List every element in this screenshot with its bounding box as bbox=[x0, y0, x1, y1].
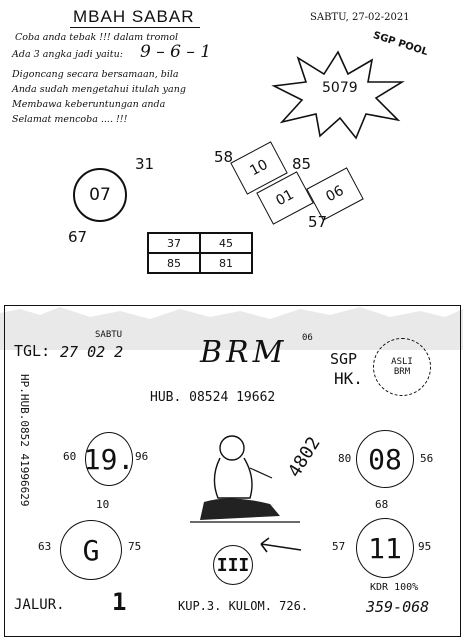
grid-cell: 45 bbox=[200, 233, 252, 253]
stamp-text-top: ASLI bbox=[391, 357, 413, 367]
grid-cell: 37 bbox=[148, 233, 200, 253]
grid-cell: 85 bbox=[148, 253, 200, 273]
ring-top-right-left: 80 bbox=[338, 452, 352, 465]
box-3-text: 06 bbox=[323, 182, 347, 206]
ring-bottom-left-right: 75 bbox=[128, 540, 142, 553]
circle-top-number: 31 bbox=[135, 155, 155, 173]
mbah-figure-illustration bbox=[180, 428, 310, 528]
ring-top-left-left: 60 bbox=[63, 450, 77, 463]
grid-cell: 81 bbox=[200, 253, 252, 273]
intro-line-5: Membawa keberuntungan anda bbox=[12, 99, 166, 110]
tgl-label: TGL: bbox=[14, 342, 51, 360]
circle-number-text: 07 bbox=[89, 185, 111, 205]
title-underline bbox=[70, 27, 200, 28]
ring-top-left-number: 19. bbox=[83, 442, 135, 476]
ring-bottom-left-number: G bbox=[82, 533, 100, 567]
jalur-label: JALUR. bbox=[14, 597, 65, 613]
shio-circle bbox=[213, 545, 253, 585]
hub-number: HUB. 08524 19662 bbox=[150, 390, 276, 405]
kup-kulom: KUP.3. KULOM. 726. bbox=[178, 599, 309, 613]
box-1-right-label: 85 bbox=[292, 155, 312, 173]
brm-logo-superscript: 06 bbox=[302, 333, 313, 343]
kdr-label: KDR 100% bbox=[370, 582, 419, 593]
ring-top-right-right: 56 bbox=[420, 452, 434, 465]
intro-line-1: Coba anda tebak !!! dalam tromol bbox=[15, 32, 179, 43]
brm-market: SGP bbox=[330, 350, 358, 368]
scribble-number: 4802 bbox=[284, 433, 325, 482]
three-digits: 9 – 6 – 1 bbox=[140, 42, 212, 62]
intro-line-4: Anda sudah mengetahui itulah yang bbox=[12, 84, 186, 95]
ring-top-left bbox=[85, 432, 133, 486]
circle-bottom-number: 67 bbox=[68, 228, 88, 246]
box-top-label: 58 bbox=[214, 148, 234, 166]
ring-bottom-left bbox=[60, 520, 122, 580]
intro-line-2: Ada 3 angka jadi yaitu: bbox=[12, 49, 123, 60]
authentic-stamp bbox=[373, 338, 431, 396]
shio-text: III bbox=[216, 554, 250, 576]
ring-bottom-left-top: 10 bbox=[96, 498, 110, 511]
box-bottom-label: 57 bbox=[308, 213, 328, 231]
ring-bottom-right bbox=[356, 518, 414, 578]
circle-number bbox=[73, 168, 127, 222]
ring-bottom-right-left: 57 bbox=[332, 540, 346, 553]
code-number: 359-068 bbox=[366, 598, 430, 616]
starburst-number: 5079 bbox=[322, 80, 358, 96]
ring-top-right bbox=[356, 430, 414, 488]
intro-line-6: Selamat mencoba .... !!! bbox=[12, 114, 128, 125]
ring-top-right-bottom: 68 bbox=[375, 498, 389, 511]
arrow-icon bbox=[255, 536, 305, 556]
box-2-text: 01 bbox=[273, 186, 297, 210]
ring-top-left-right: 96 bbox=[135, 450, 149, 463]
number-grid bbox=[147, 232, 253, 274]
ring-bottom-right-number: 11 bbox=[368, 531, 402, 565]
ring-bottom-right-right: 95 bbox=[418, 540, 432, 553]
brm-logo: BRM bbox=[200, 335, 288, 370]
page-title: MBAH SABAR bbox=[73, 7, 195, 26]
jalur-value: 1 bbox=[112, 588, 127, 616]
ring-bottom-left-left: 63 bbox=[38, 540, 52, 553]
day-label: SABTU bbox=[95, 330, 123, 340]
ring-top-right-number: 08 bbox=[368, 442, 402, 476]
brm-market-2: HK. bbox=[334, 369, 363, 388]
box-1-text: 10 bbox=[247, 156, 271, 180]
draw-date: SABTU, 27-02-2021 bbox=[310, 12, 410, 23]
side-phone: HP.HUB.0852 41996629 bbox=[18, 374, 31, 507]
tgl-value: 27 02 2 bbox=[60, 343, 124, 361]
market-label: SGP POOL bbox=[371, 30, 430, 59]
intro-line-3: Digoncang secara bersamaan, bila bbox=[12, 69, 179, 80]
stamp-text-mid: BRM bbox=[393, 367, 411, 377]
